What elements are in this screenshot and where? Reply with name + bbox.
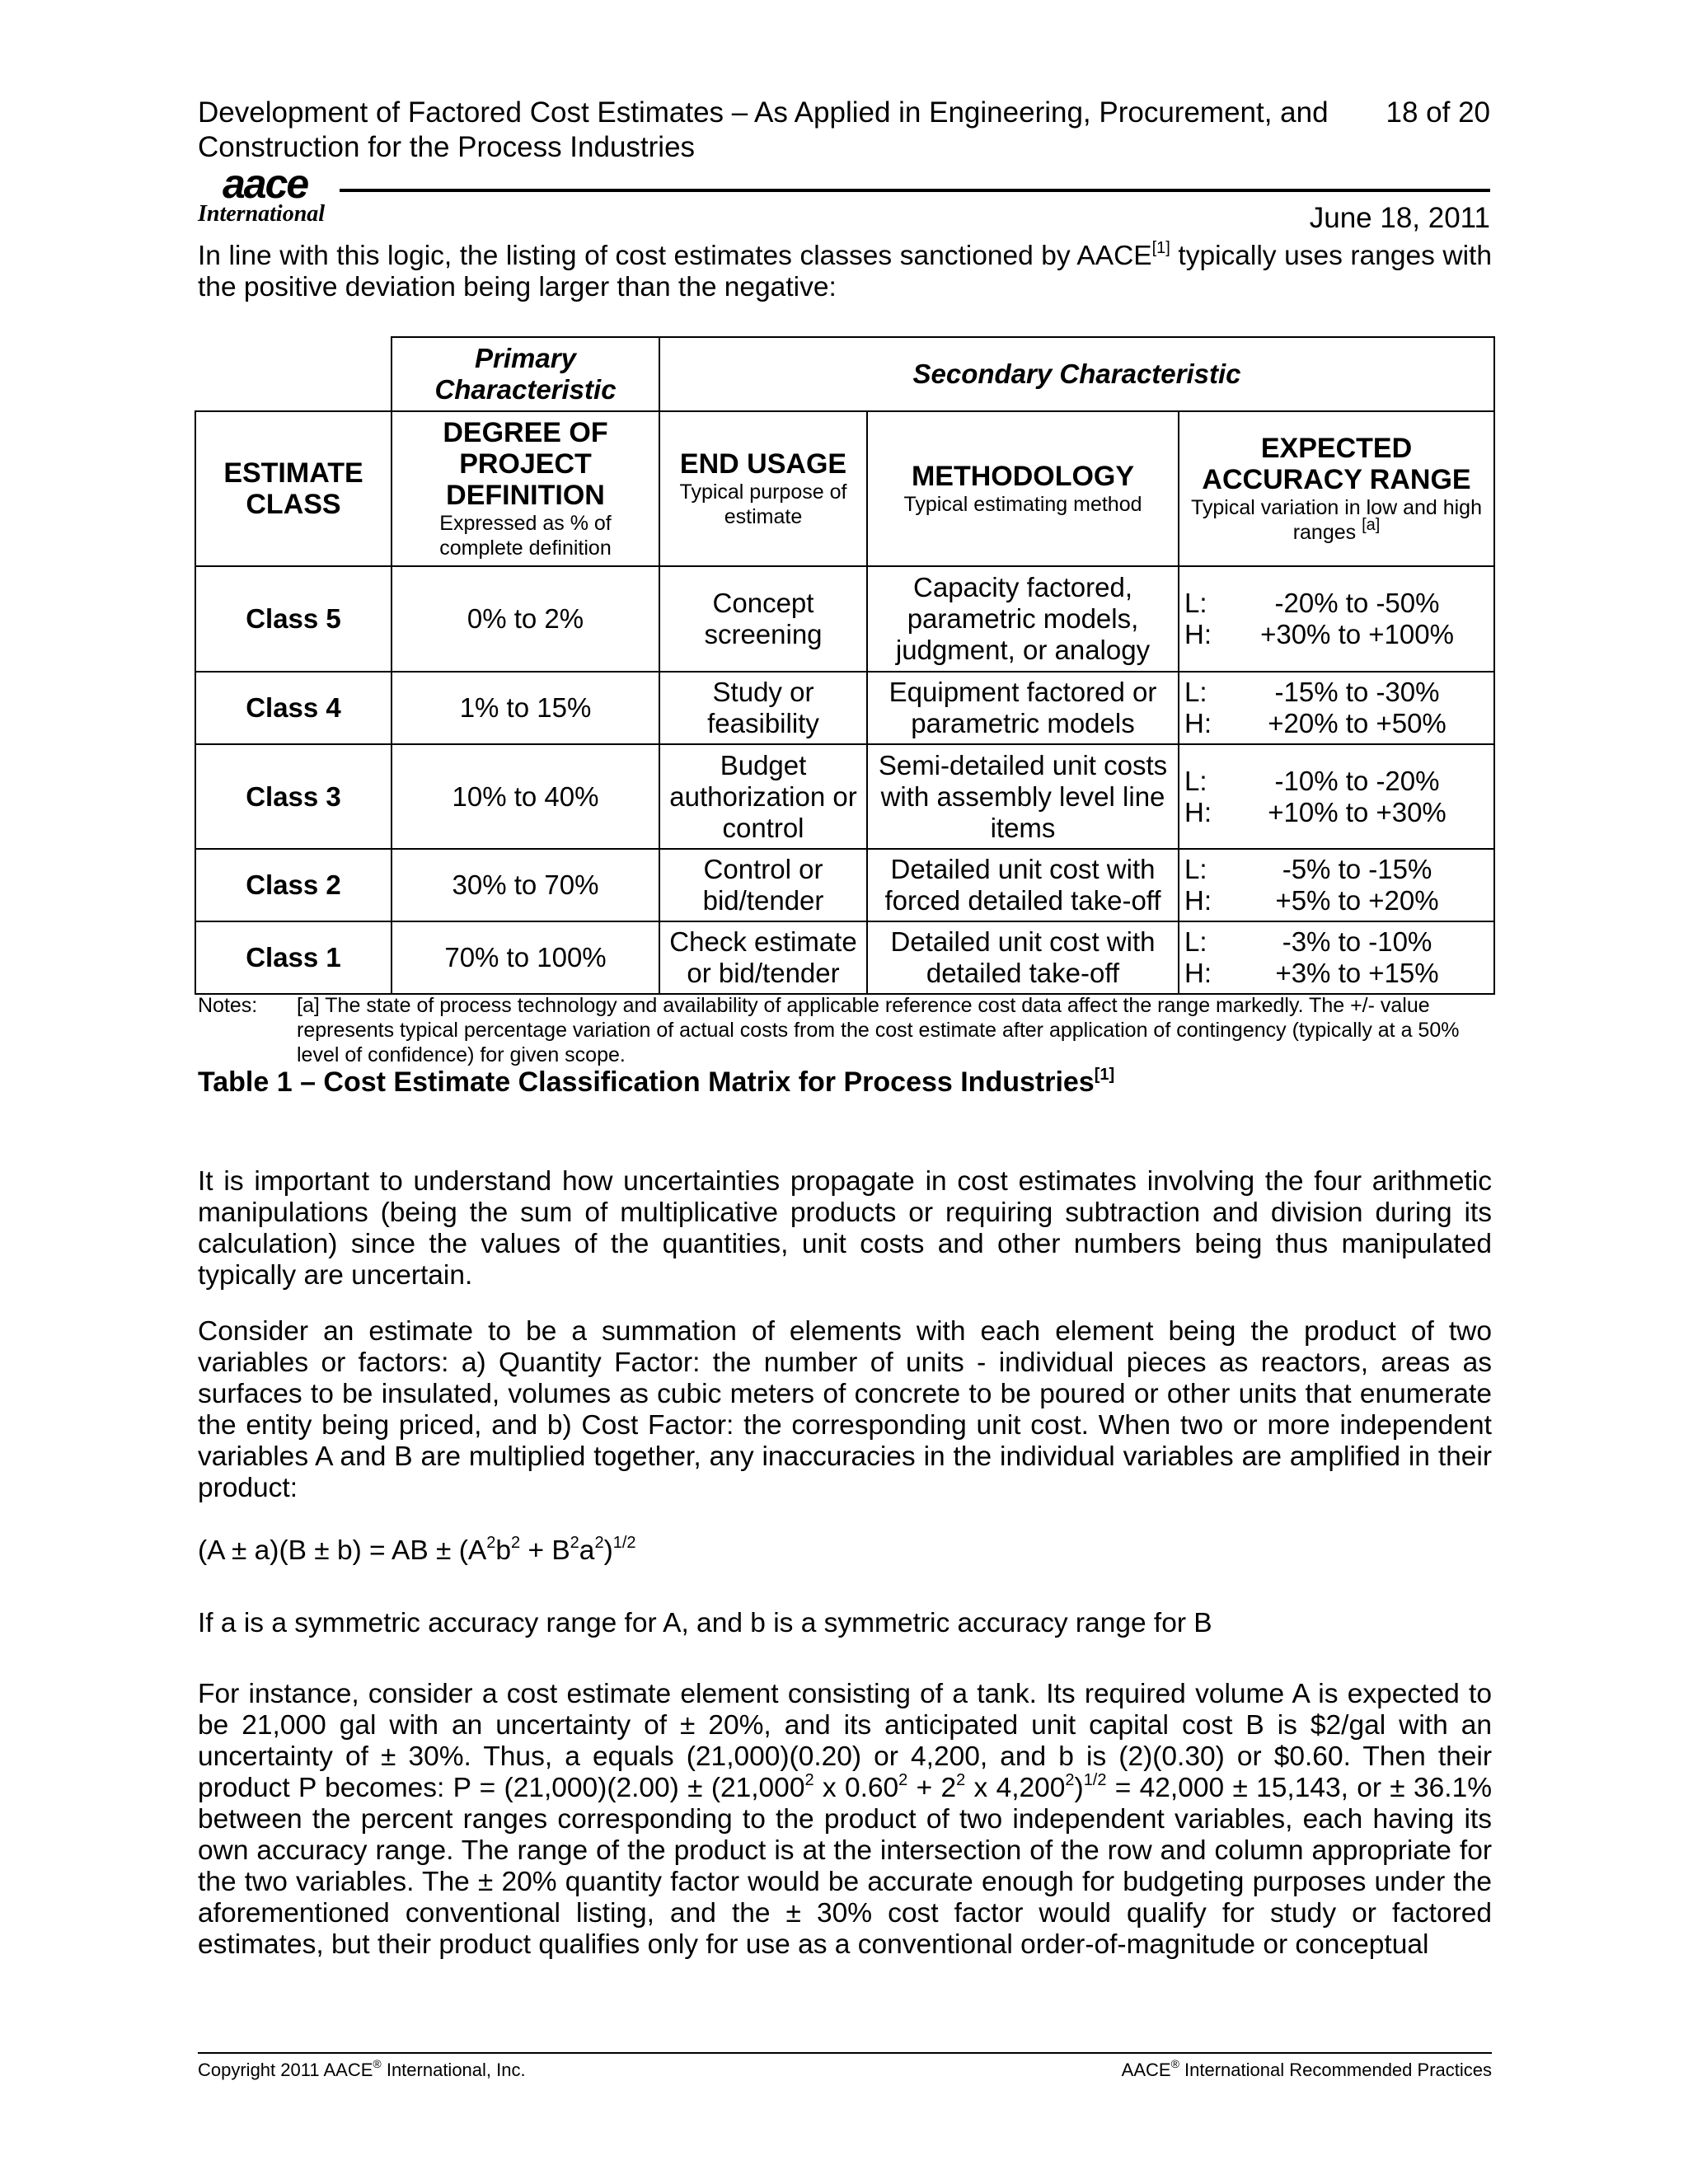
col-degree-label: DEGREE OF PROJECT DEFINITION bbox=[443, 417, 608, 511]
range-low bbox=[1184, 677, 1489, 708]
blank-cell bbox=[195, 337, 392, 411]
tank-text-c: + 2 bbox=[907, 1773, 957, 1803]
eq-part-e: ) bbox=[603, 1535, 613, 1566]
intro-paragraph bbox=[198, 238, 1492, 303]
notes-text: [a] The state of process technology and availability of applicable reference cost data affect the range markedly. The +/- value represents typical percentage variation of actual costs from the cost estimate after application of contingency (typically at a 50% level of confidence) for given scope. bbox=[297, 994, 1460, 1066]
low-value: -3% to -10% bbox=[1282, 926, 1432, 957]
col-header-range bbox=[1179, 411, 1494, 566]
method-cell: Semi-detailed unit costs with assembly level line items bbox=[867, 744, 1179, 849]
low-value: -10% to -20% bbox=[1274, 765, 1440, 796]
usage-cell: Control or bid/tender bbox=[659, 849, 867, 921]
method-cell: Detailed unit cost with forced detailed take-off bbox=[867, 849, 1179, 921]
header-date: June 18, 2011 bbox=[1309, 202, 1490, 234]
high-value: +20% to +50% bbox=[1268, 708, 1447, 738]
eq-part-d: a bbox=[579, 1535, 595, 1566]
degree-cell: 30% to 70% bbox=[392, 849, 659, 921]
range-cell bbox=[1179, 566, 1494, 672]
high-value: +3% to +15% bbox=[1275, 958, 1439, 988]
high-label: H: bbox=[1184, 619, 1212, 649]
aace-logo bbox=[198, 161, 338, 227]
col-header-usage bbox=[659, 411, 867, 566]
table-column-header-row bbox=[195, 411, 1494, 566]
high-value: +10% to +30% bbox=[1268, 796, 1447, 827]
tank-text-f: = 42,000 ± 15,143, or ± 36.1% between the percent ranges corresponding to the product of two independent variables, each having its own accuracy range. The range of the product is at the intersection of the row and column appropriate for the two variables. The ± 20% quantity factor would be accurate enough for budgeting purposes under the aforementioned conventional listing, and the ± 30% cost factor would qualify for study or factored estimates, but their product qualifies only for use as a conventional order-of-magnitude or conceptual bbox=[198, 1773, 1492, 1960]
tank-text-b: x 0.60 bbox=[814, 1773, 899, 1803]
caption-citation: [1] bbox=[1094, 1065, 1115, 1084]
usage-cell: Concept screening bbox=[659, 566, 867, 672]
eq-exp: 2 bbox=[486, 1533, 496, 1552]
col-degree-sub: Expressed as % of complete definition bbox=[439, 512, 612, 560]
range-high bbox=[1184, 797, 1489, 828]
high-label: H: bbox=[1184, 796, 1212, 827]
primary-header: Primary Characteristic bbox=[434, 343, 617, 405]
tank-exp: 2 bbox=[956, 1770, 966, 1789]
logo-main-text: aace bbox=[223, 161, 308, 207]
low-label: L: bbox=[1184, 854, 1207, 884]
col-range-label: EXPECTED ACCURACY RANGE bbox=[1202, 433, 1471, 495]
range-high bbox=[1184, 885, 1489, 916]
range-cell bbox=[1179, 921, 1494, 994]
range-cell bbox=[1179, 672, 1494, 744]
col-usage-sub: Typical purpose of estimate bbox=[679, 480, 847, 528]
eq-exp: 2 bbox=[594, 1533, 604, 1552]
table-row bbox=[195, 921, 1494, 994]
eq-exp: 2 bbox=[570, 1533, 579, 1552]
range-low bbox=[1184, 854, 1489, 885]
range-low bbox=[1184, 766, 1489, 797]
low-label: L: bbox=[1184, 765, 1207, 796]
classification-table bbox=[195, 336, 1495, 995]
tank-half-exp: 1/2 bbox=[1083, 1770, 1107, 1789]
registered-mark: ® bbox=[373, 2056, 382, 2070]
high-value: +30% to +100% bbox=[1260, 619, 1454, 649]
col-range-sub-text: Typical variation in low and high ranges bbox=[1191, 496, 1482, 544]
paragraph-estimate-summation: Consider an estimate to be a summation of elements with each element being the product of two variables or factors: a) Quantity Factor: the number of units - individual pieces as reactors, areas as surfaces to be insulated, volumes as cubic meters of concrete to be poured or other units that enumerate the entity being priced, and b) Cost Factor: the corresponding unit cost. When two or more independent variables A and B are multiplied together, any inaccuracies in the individual variables are amplified in their product: bbox=[198, 1316, 1492, 1503]
primary-header-cell bbox=[392, 337, 659, 411]
degree-cell: 70% to 100% bbox=[392, 921, 659, 994]
range-low bbox=[1184, 588, 1489, 619]
tank-exp: 2 bbox=[898, 1770, 908, 1789]
table-caption bbox=[198, 1066, 1492, 1099]
footer-series bbox=[915, 2056, 1492, 2082]
footer-rule bbox=[198, 2052, 1492, 2054]
paragraph-uncertainty: It is important to understand how uncertainties propagate in cost estimates involving the four arithmetic manipulations (being the sum of multiplicative products or requiring subtraction and division during its calculation) since the values of the quantities, unit costs and other numbers being thus manipulated typically are uncertain. bbox=[198, 1166, 1492, 1291]
method-cell: Capacity factored, parametric models, judgment, or analogy bbox=[867, 566, 1179, 672]
low-label: L: bbox=[1184, 677, 1207, 707]
range-high bbox=[1184, 958, 1489, 989]
tank-exp: 2 bbox=[1065, 1770, 1075, 1789]
range-low bbox=[1184, 926, 1489, 958]
high-label: H: bbox=[1184, 708, 1212, 738]
usage-cell: Budget authorization or control bbox=[659, 744, 867, 849]
col-header-degree bbox=[392, 411, 659, 566]
degree-cell: 10% to 40% bbox=[392, 744, 659, 849]
range-cell bbox=[1179, 849, 1494, 921]
low-label: L: bbox=[1184, 926, 1207, 957]
intro-citation: [1] bbox=[1151, 238, 1170, 257]
col-class-label: ESTIMATE CLASS bbox=[223, 457, 363, 520]
high-label: H: bbox=[1184, 885, 1212, 916]
low-value: -15% to -30% bbox=[1274, 677, 1440, 707]
range-high bbox=[1184, 708, 1489, 739]
col-method-label: METHODOLOGY bbox=[911, 461, 1135, 492]
secondary-header: Secondary Characteristic bbox=[912, 359, 1241, 389]
low-value: -20% to -50% bbox=[1274, 588, 1440, 618]
range-high bbox=[1184, 619, 1489, 650]
footer-copyright-text: Copyright 2011 AACE bbox=[198, 2060, 373, 2080]
paragraph-symmetric-range: If a is a symmetric accuracy range for A, and b is a symmetric accuracy range for B bbox=[198, 1608, 1212, 1638]
intro-text-b: typically uses ranges with the positive deviation being larger than the negative: bbox=[198, 241, 1492, 302]
class-cell: Class 5 bbox=[195, 566, 392, 672]
class-cell: Class 2 bbox=[195, 849, 392, 921]
header-rule bbox=[340, 189, 1490, 192]
table-row bbox=[195, 744, 1494, 849]
footer-copyright-owner: International, Inc. bbox=[381, 2060, 526, 2080]
col-usage-label: END USAGE bbox=[679, 448, 847, 480]
range-cell bbox=[1179, 744, 1494, 849]
usage-cell: Check estimate or bid/tender bbox=[659, 921, 867, 994]
footer-series-brand: AACE bbox=[1121, 2060, 1171, 2080]
eq-half-exp: 1/2 bbox=[612, 1533, 636, 1552]
logo-sub-text: International bbox=[198, 201, 326, 227]
eq-part-b: b bbox=[495, 1535, 512, 1566]
table-row bbox=[195, 849, 1494, 921]
degree-cell: 0% to 2% bbox=[392, 566, 659, 672]
eq-part-c: + B bbox=[520, 1535, 570, 1566]
table-group-header-row bbox=[195, 337, 1494, 411]
caption-text: Table 1 – Cost Estimate Classification Matrix for Process Industries bbox=[198, 1066, 1095, 1098]
tank-text-d: x 4,200 bbox=[965, 1773, 1066, 1803]
table-row bbox=[195, 566, 1494, 672]
secondary-header-cell bbox=[659, 337, 1494, 411]
class-cell: Class 1 bbox=[195, 921, 392, 994]
page-number: 18 of 20 bbox=[1386, 96, 1490, 129]
col-range-sub bbox=[1184, 495, 1489, 545]
class-cell: Class 3 bbox=[195, 744, 392, 849]
propagation-equation bbox=[198, 1535, 636, 1568]
tank-exp: 2 bbox=[804, 1770, 814, 1789]
col-header-class bbox=[195, 411, 392, 566]
col-range-note-ref: [a] bbox=[1362, 515, 1381, 534]
low-value: -5% to -15% bbox=[1282, 854, 1432, 884]
notes-label: Notes: bbox=[198, 994, 258, 1017]
paragraph-tank-example bbox=[198, 1679, 1492, 1961]
usage-cell: Study or feasibility bbox=[659, 672, 867, 744]
col-header-method bbox=[867, 411, 1179, 566]
eq-part-a: (A ± a)(B ± b) = AB ± (A bbox=[198, 1535, 487, 1566]
footer-series-text: International Recommended Practices bbox=[1179, 2060, 1492, 2080]
high-value: +5% to +20% bbox=[1275, 885, 1439, 916]
degree-cell: 1% to 15% bbox=[392, 672, 659, 744]
intro-text-a: In line with this logic, the listing of cost estimates classes sanctioned by AACE bbox=[198, 241, 1152, 271]
tank-text-e: ) bbox=[1074, 1773, 1084, 1803]
high-label: H: bbox=[1184, 958, 1212, 988]
eq-exp: 2 bbox=[511, 1533, 521, 1552]
low-label: L: bbox=[1184, 588, 1207, 618]
tank-text-a: For instance, consider a cost estimate element consisting of a tank. Its required volume A is expected to be 21,000 gal with an uncertainty of ± 20%, and its anticipated unit capital cost B is $2/gal with an uncertainty of ± 30%. Thus, a equals (21,000)(0.20) or 4,200, and b is (2)(0.30) or $0.60. Then their product P becomes: P = (21,000)(2.00) ± (21,000 bbox=[198, 1679, 1492, 1803]
registered-mark: ® bbox=[1170, 2056, 1179, 2070]
method-cell: Equipment factored or parametric models bbox=[867, 672, 1179, 744]
class-cell: Class 4 bbox=[195, 672, 392, 744]
footer-copyright bbox=[198, 2056, 526, 2082]
method-cell: Detailed unit cost with detailed take-off bbox=[867, 921, 1179, 994]
header-title: Development of Factored Cost Estimates – As Applied in Engineering, Procurement, and Construction for the Process Industries bbox=[198, 96, 1329, 163]
col-method-sub: Typical estimating method bbox=[903, 493, 1142, 516]
table-row bbox=[195, 672, 1494, 744]
